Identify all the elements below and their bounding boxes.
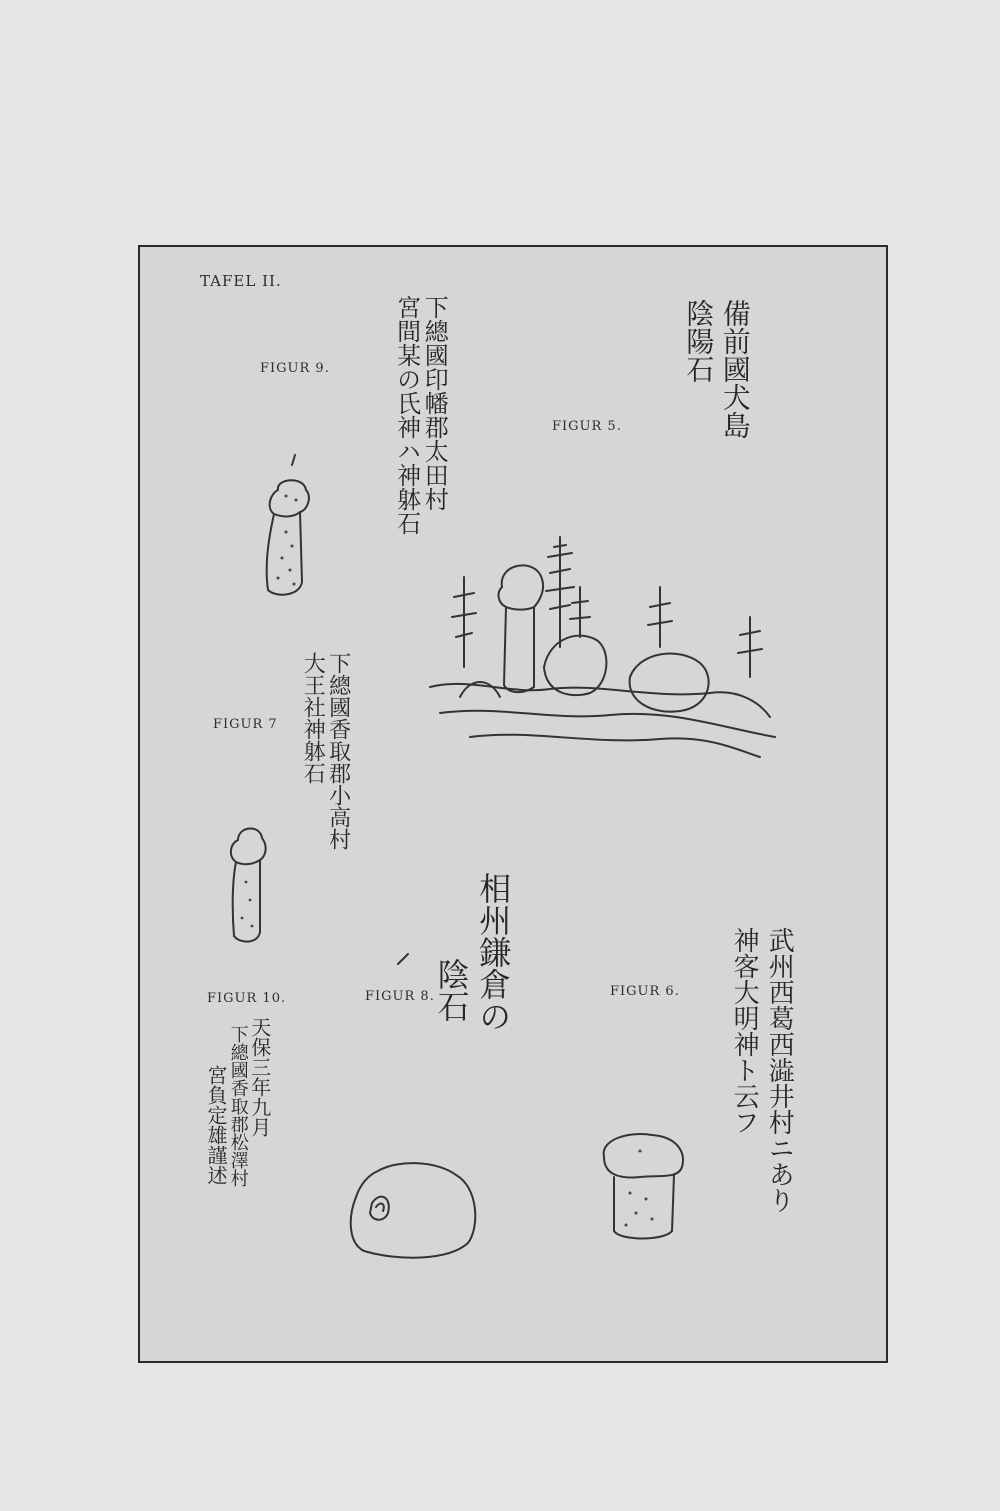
figure-10-label: FIGUR 10. bbox=[207, 991, 287, 1006]
caption-line: 陰陽石 bbox=[682, 299, 716, 383]
plate-title: TAFEL II. bbox=[200, 272, 282, 290]
figure-10-caption bbox=[204, 1017, 271, 1187]
figure-9-label: FIGUR 9. bbox=[260, 361, 330, 376]
figure-5-landscape-drawing bbox=[430, 517, 780, 777]
plate bbox=[138, 245, 888, 1363]
caption-line: 下總國香取郡松澤村 bbox=[227, 1025, 249, 1187]
stray-mark bbox=[396, 952, 410, 966]
figure-7-caption bbox=[300, 652, 351, 850]
figure-8-caption bbox=[430, 872, 513, 1032]
caption-line: 下總國香取郡小高村 bbox=[325, 652, 351, 850]
caption-line: 陰石 bbox=[432, 958, 471, 1022]
caption-line: 天保三年九月 bbox=[247, 1017, 272, 1137]
figure-7-label: FIGUR 7 bbox=[213, 717, 278, 732]
figure-9-caption bbox=[392, 295, 447, 535]
figure-5-caption bbox=[680, 299, 753, 439]
caption-line: 相州鎌倉の bbox=[474, 872, 513, 1032]
caption-line: 武州西葛西澁井村ニあり bbox=[764, 927, 795, 1213]
caption-line: 神客大明神ト云フ bbox=[729, 927, 760, 1135]
figure-9-stone-drawing bbox=[256, 472, 326, 612]
caption-line: 備前國犬島 bbox=[718, 299, 752, 439]
figure-8-label: FIGUR 8. bbox=[365, 989, 435, 1004]
figure-8-stone-drawing bbox=[338, 1157, 486, 1267]
figure-6-caption bbox=[726, 927, 796, 1213]
stray-mark bbox=[290, 453, 298, 467]
caption-line: 宮間某の氏神ハ神躰石 bbox=[392, 295, 421, 535]
figure-6-label: FIGUR 6. bbox=[610, 984, 680, 999]
caption-line: 宮負定雄謹述 bbox=[204, 1065, 228, 1185]
figure-6-stone-drawing bbox=[590, 1127, 700, 1247]
caption-line: 大王社神躰石 bbox=[300, 652, 326, 784]
figure-7-stone-drawing bbox=[220, 822, 280, 952]
figure-5-label: FIGUR 5. bbox=[552, 419, 622, 434]
caption-line: 下總國印幡郡太田村 bbox=[420, 295, 449, 511]
